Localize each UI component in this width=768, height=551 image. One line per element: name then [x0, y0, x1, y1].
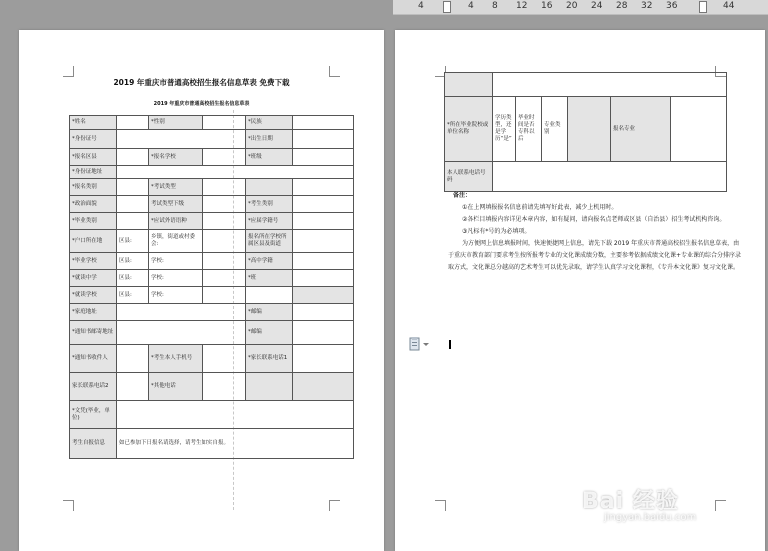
form-label: *其他电话	[149, 373, 203, 401]
form-input-cell[interactable]	[203, 116, 246, 130]
form-cell[interactable]	[671, 97, 727, 162]
form-label: *就读中学	[70, 270, 117, 287]
crop-mark	[329, 500, 340, 511]
form-input-cell[interactable]	[117, 116, 149, 130]
form-input-cell[interactable]	[293, 287, 354, 304]
form-label: 考试类型下级	[149, 196, 203, 213]
form-input-cell[interactable]	[293, 253, 354, 270]
form-label: 区县:	[117, 230, 149, 253]
form-label: *文凭(毕业，单位)	[70, 401, 117, 429]
form-input-cell[interactable]	[246, 287, 293, 304]
watermark	[582, 484, 696, 523]
ruler-tick: 44	[723, 1, 735, 11]
form-input-cell[interactable]	[293, 270, 354, 287]
form-label: *家长联系电话1	[246, 345, 293, 373]
form-label: *毕业学校	[70, 253, 117, 270]
form-label: 报名所在学校所属区县及街道	[246, 230, 293, 253]
form-row	[70, 253, 354, 270]
form-label: *班级	[246, 149, 293, 166]
form-input-cell[interactable]	[293, 213, 354, 230]
form-cell[interactable]	[493, 73, 727, 97]
form-input-cell[interactable]	[293, 321, 354, 345]
form-input-cell[interactable]	[117, 345, 149, 373]
crop-mark	[715, 500, 726, 511]
ruler-tick: 36	[666, 1, 678, 11]
form-input-cell[interactable]	[203, 230, 246, 253]
form-label: *户口所在地	[70, 230, 117, 253]
document-page-left[interactable]	[19, 30, 384, 551]
right-indent-marker[interactable]	[699, 1, 707, 13]
form-cell[interactable]	[445, 73, 493, 97]
form-row	[70, 166, 354, 179]
form-label: *家庭地址	[70, 304, 117, 321]
form-row	[70, 270, 354, 287]
form-label: *就读学校	[70, 287, 117, 304]
form-input-cell[interactable]	[293, 304, 354, 321]
ruler-tick: 32	[641, 1, 653, 11]
watermark-url: jingyan.baidu.com	[604, 512, 697, 523]
form-input-cell[interactable]	[203, 287, 246, 304]
form-row	[70, 116, 354, 130]
form-input-cell[interactable]	[117, 196, 149, 213]
watermark-brand: Bai 经验	[582, 489, 679, 514]
form-input-cell[interactable]	[117, 213, 149, 230]
registration-form-table	[69, 115, 354, 459]
form-row	[70, 321, 354, 345]
form-label: 学校:	[149, 253, 203, 270]
crop-mark	[329, 66, 340, 77]
document-subtitle: 2019 年重庆市普通高校招生报名信息草表	[153, 101, 250, 107]
document-title: 2019 年重庆市普通高校招生报名信息草表 免费下载	[113, 78, 290, 87]
form-label: *身份证号	[70, 130, 117, 149]
form-label: *高中学籍	[246, 253, 293, 270]
form-label: *身份证地址	[70, 166, 117, 179]
form-label: *出生日期	[246, 130, 293, 149]
form-input-cell[interactable]	[203, 373, 246, 401]
form-input-cell[interactable]	[117, 401, 354, 429]
registration-form-table-continued	[444, 72, 727, 192]
form-label: *所在毕业院校或单位名称	[445, 97, 493, 162]
form-input-cell[interactable]	[203, 179, 246, 196]
form-row	[70, 345, 354, 373]
form-label: 区县:	[117, 253, 149, 270]
form-label: *应试外语语种	[149, 213, 203, 230]
form-input-cell[interactable]	[293, 179, 354, 196]
form-input-cell[interactable]	[117, 179, 149, 196]
form-input-cell[interactable]	[203, 253, 246, 270]
form-label: 学校:	[149, 270, 203, 287]
form-input-cell[interactable]	[293, 130, 354, 149]
form-input-cell[interactable]	[246, 179, 293, 196]
form-row	[70, 179, 354, 196]
ruler-tick: 12	[516, 1, 528, 11]
form-label: *报名区县	[70, 149, 117, 166]
form-label: *班	[246, 270, 293, 287]
crop-mark	[63, 500, 74, 511]
form-label: *邮编	[246, 304, 293, 321]
form-cell[interactable]	[493, 162, 727, 192]
form-input-cell[interactable]	[293, 196, 354, 213]
ruler-tick: 24	[591, 1, 603, 11]
notes-section	[448, 190, 743, 274]
text-cursor	[449, 340, 451, 349]
form-label: *考生本人手机号	[149, 345, 203, 373]
note-item: ③凡标有*号的为必填项。	[462, 228, 531, 235]
ruler-tick: 20	[566, 1, 578, 11]
form-label: *通知书收件人	[70, 345, 117, 373]
ruler-tick: 4	[468, 1, 474, 11]
form-label: 区县:	[117, 287, 149, 304]
ruler-tick: 8	[492, 1, 498, 11]
form-row	[70, 401, 354, 429]
form-row	[70, 213, 354, 230]
form-row	[70, 304, 354, 321]
form-label: 学校:	[149, 287, 203, 304]
form-row	[70, 149, 354, 166]
form-input-cell[interactable]	[203, 213, 246, 230]
crop-mark	[63, 66, 74, 77]
form-cell: 报名专业	[611, 97, 671, 162]
form-label: *民族	[246, 116, 293, 130]
form-row	[70, 196, 354, 213]
form-input-cell[interactable]	[117, 149, 149, 166]
form-input-cell[interactable]	[293, 373, 354, 401]
form-cell[interactable]	[568, 97, 611, 162]
form-input-cell[interactable]	[117, 130, 246, 149]
ruler-tick: 28	[616, 1, 628, 11]
form-input-cell[interactable]	[203, 196, 246, 213]
form-label: *考试类型	[149, 179, 203, 196]
form-input-cell[interactable]	[117, 373, 149, 401]
ruler-tick: 16	[541, 1, 553, 11]
form-row	[70, 373, 354, 401]
form-row	[70, 130, 354, 149]
ruler-tick: 4	[418, 1, 424, 11]
form-row	[70, 287, 354, 304]
form-cell: 毕业时间是否专科以后	[516, 97, 542, 162]
form-input-cell[interactable]	[117, 321, 246, 345]
form-cell: 专业类别	[542, 97, 568, 162]
form-label: *报名学校	[149, 149, 203, 166]
form-label: *政治面貌	[70, 196, 117, 213]
paste-options-icon[interactable]	[409, 336, 431, 350]
form-label: *姓名	[70, 116, 117, 130]
form-input-cell[interactable]	[293, 116, 354, 130]
form-label: 家长联系电话2	[70, 373, 117, 401]
horizontal-ruler[interactable]	[393, 0, 768, 15]
crop-mark	[435, 500, 446, 511]
form-label: 区县:	[117, 270, 149, 287]
document-page-right[interactable]	[395, 30, 765, 551]
form-label: 考生自报信息	[70, 429, 117, 459]
form-input-cell[interactable]	[117, 166, 354, 179]
form-input-cell[interactable]	[293, 149, 354, 166]
form-label: *报名类别	[70, 179, 117, 196]
form-label: *考生类别	[246, 196, 293, 213]
form-input-cell[interactable]	[117, 304, 246, 321]
form-row	[70, 429, 354, 459]
form-input-cell[interactable]	[293, 230, 354, 253]
form-label: *性别	[149, 116, 203, 130]
form-label: *邮编	[246, 321, 293, 345]
form-label: *毕业类别	[70, 213, 117, 230]
note-item: 为方便网上信息填报时间，快速便捷网上信息，请先下载 2019 年重庆市普通高校招生报名信息草表，由于重庆市教育部门要求考生按所报考专业的文化课成绩分数，主要参考依据成绩文化课+专业课的综合分排序录取方式，文化课总分越高的艺术考生可以优先录取，请学生认真学习文化课程，《专升本文化课》复习文化课。	[448, 240, 742, 271]
form-label: *通知书邮寄地址	[70, 321, 117, 345]
note-item: ①在上网填报报名信息前请先填写好此表，减少上机用时。	[462, 204, 618, 211]
form-input-cell[interactable]	[293, 345, 354, 373]
form-input-cell[interactable]	[203, 270, 246, 287]
form-input-cell[interactable]	[246, 373, 293, 401]
form-label: 乡镇，街道或村委会:	[149, 230, 203, 253]
form-row	[70, 230, 354, 253]
form-input-cell[interactable]	[203, 345, 246, 373]
note-item: ②各栏目填报内容详见本章内容，如有疑问，请向报名点老师或区县（自治县）招生考试机构咨询。	[462, 216, 726, 223]
notes-title: 备注：	[453, 192, 472, 199]
form-cell: 学历类型，还是学历“是”	[493, 97, 516, 162]
first-line-indent-marker[interactable]	[443, 1, 451, 13]
form-label: 本人联系电话号码	[445, 162, 493, 192]
form-input-cell[interactable]	[203, 149, 246, 166]
form-label: 如已参加下日报名请选择，请考生如实自报。	[117, 429, 354, 459]
form-label: *应届学籍号	[246, 213, 293, 230]
